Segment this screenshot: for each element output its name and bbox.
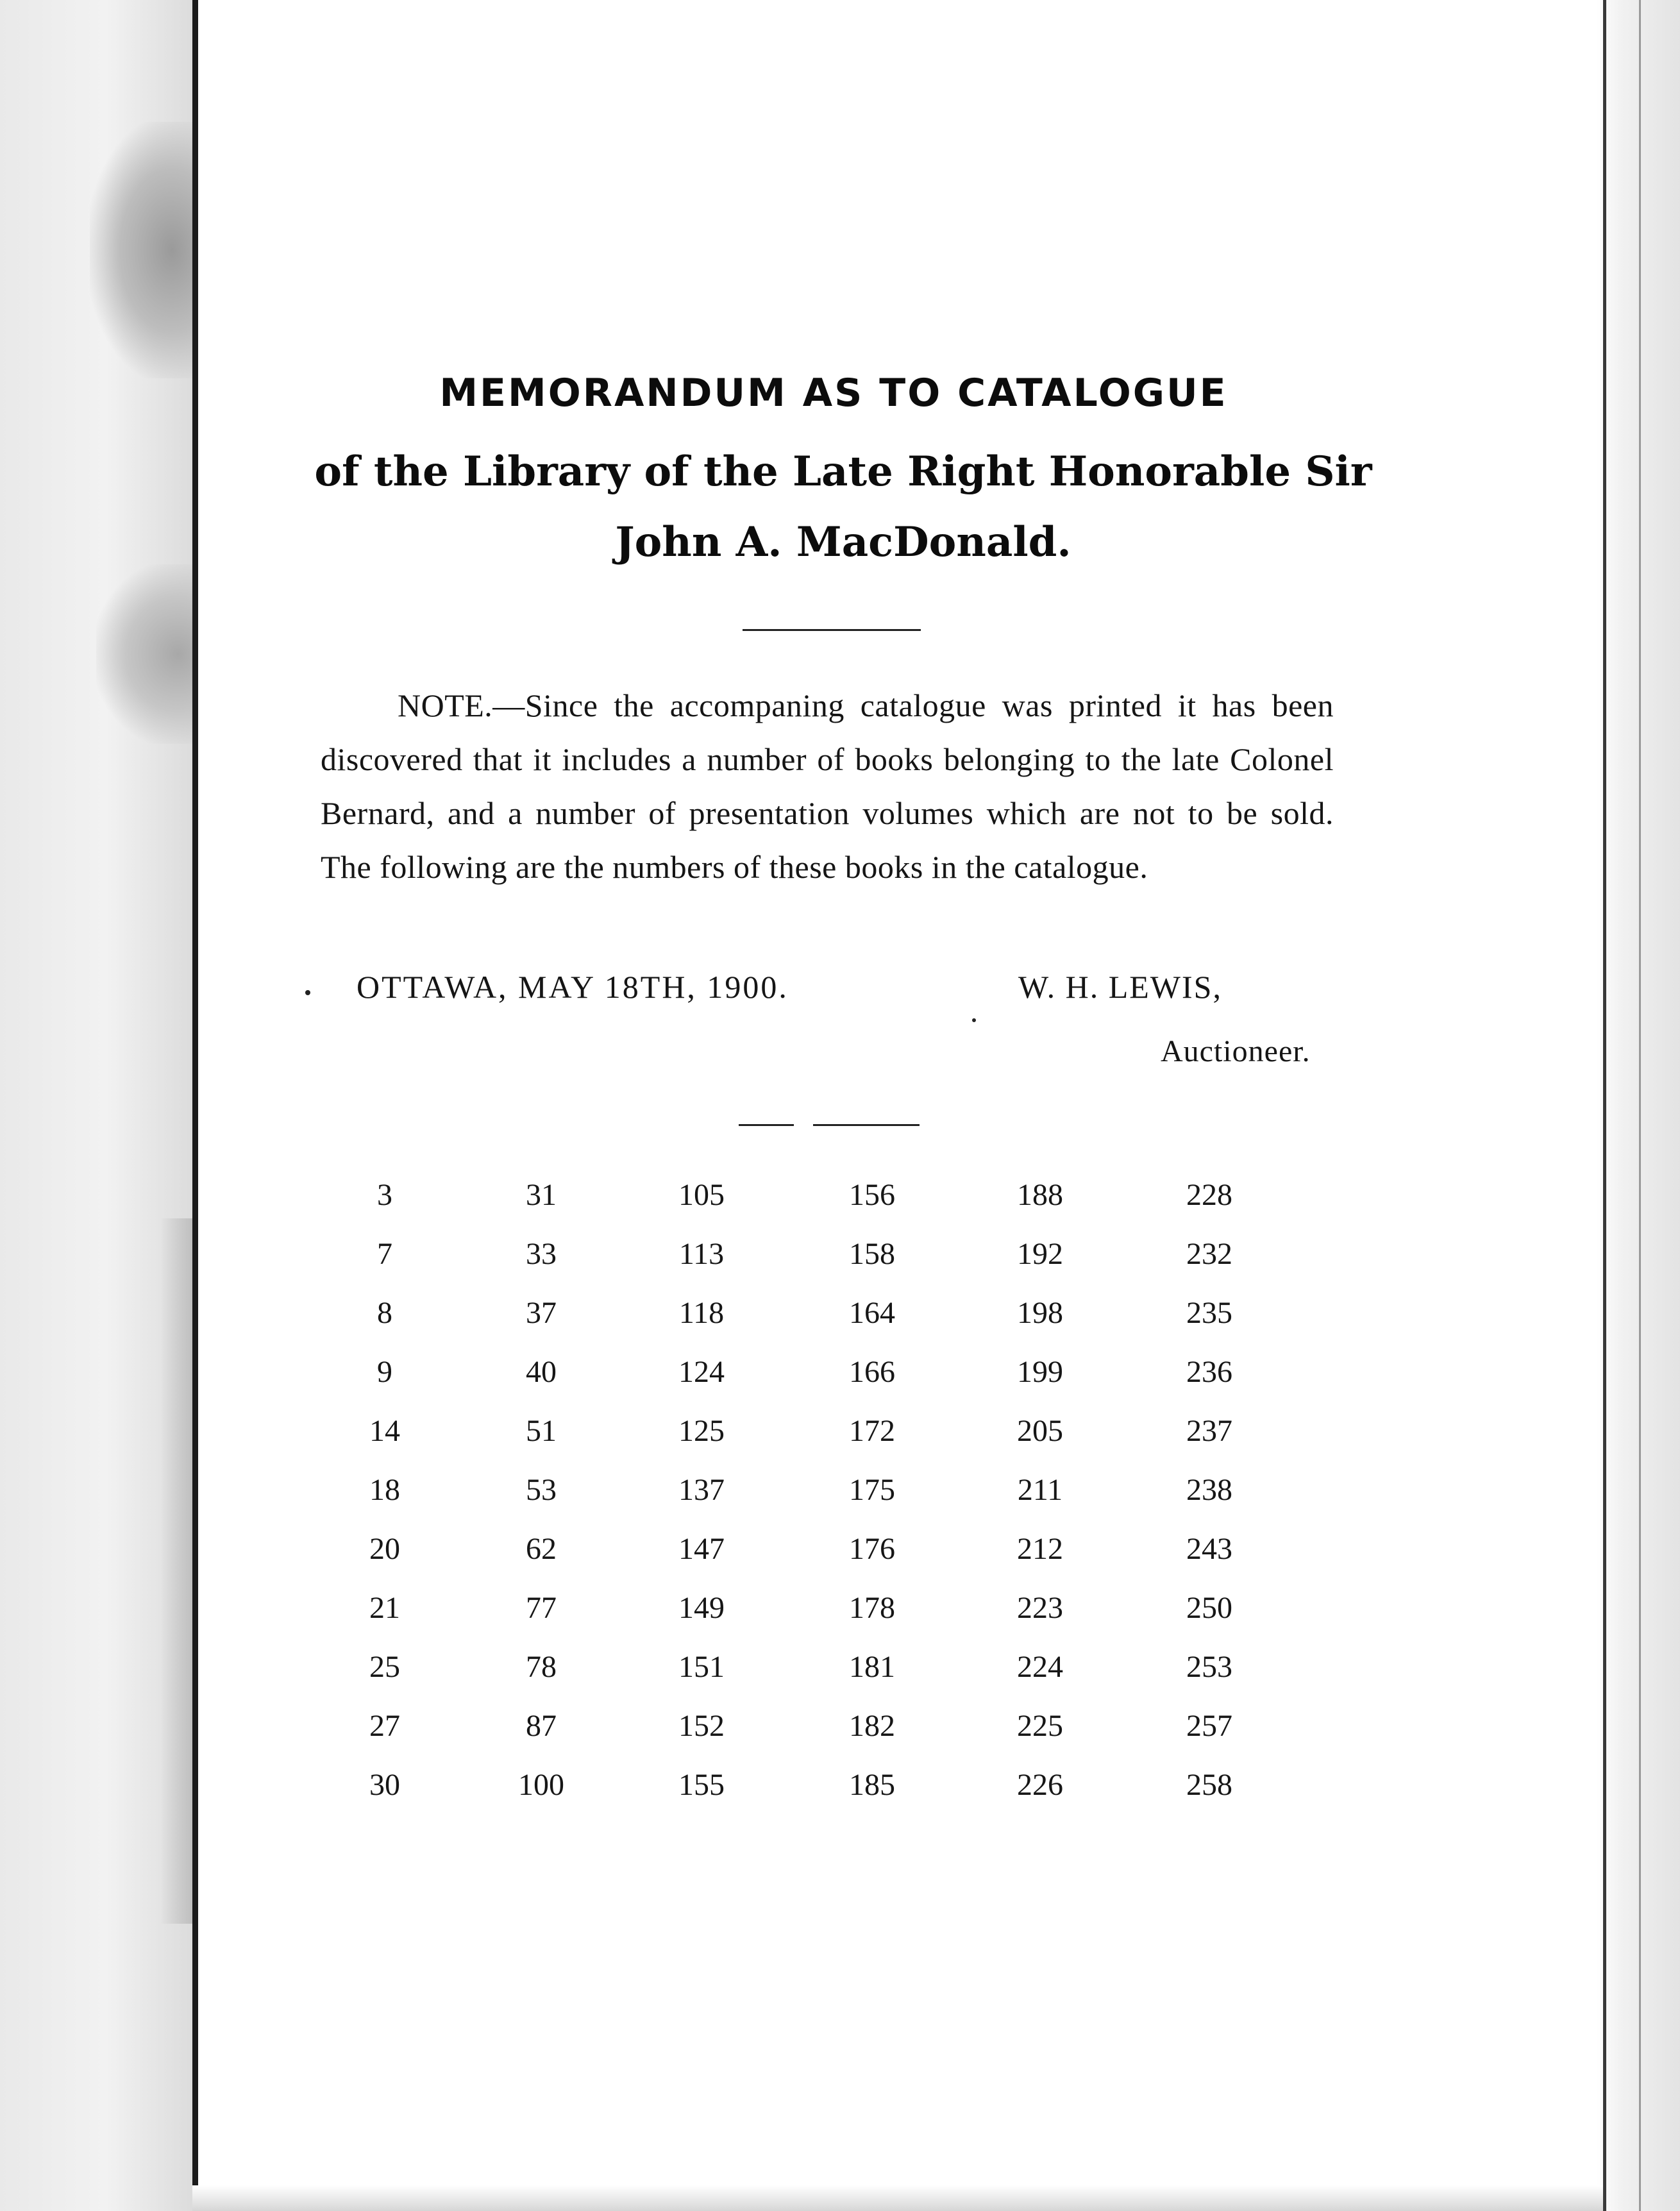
catalogue-number: 37 [526, 1296, 557, 1330]
right-page-edge-outer [1639, 0, 1641, 2211]
catalogue-number: 158 [849, 1237, 895, 1271]
catalogue-number: 14 [369, 1414, 400, 1448]
catalogue-number: 105 [678, 1178, 725, 1212]
catalogue-number: 243 [1186, 1532, 1232, 1566]
catalogue-number: 178 [849, 1591, 895, 1625]
catalogue-number: 20 [369, 1532, 400, 1566]
catalogue-number: 40 [526, 1355, 557, 1389]
memorandum-title: MEMORANDUM AS TO CATALOGUE [439, 371, 1228, 416]
catalogue-number: 175 [849, 1473, 895, 1507]
catalogue-number: 258 [1186, 1768, 1232, 1802]
place-and-date: OTTAWA, MAY 18TH, 1900. [357, 969, 789, 1005]
catalogue-number: 257 [1186, 1709, 1232, 1743]
catalogue-number: 166 [849, 1355, 895, 1389]
catalogue-number: 226 [1017, 1768, 1063, 1802]
catalogue-number: 236 [1186, 1355, 1232, 1389]
signatory-name: W. H. LEWIS, [1018, 969, 1222, 1005]
catalogue-number: 224 [1017, 1650, 1063, 1684]
catalogue-number: 237 [1186, 1414, 1232, 1448]
catalogue-number: 212 [1017, 1532, 1063, 1566]
right-page-edge [1603, 0, 1606, 2211]
memorandum-subtitle-line-2: John A. MacDonald. [615, 518, 1071, 566]
catalogue-number: 176 [849, 1532, 895, 1566]
catalogue-number: 223 [1017, 1591, 1063, 1625]
catalogue-number: 225 [1017, 1709, 1063, 1743]
catalogue-number: 30 [369, 1768, 400, 1802]
section-divider [813, 1124, 920, 1126]
catalogue-number: 211 [1017, 1473, 1063, 1507]
catalogue-number: 232 [1186, 1237, 1232, 1271]
memorandum-subtitle-line-1: of the Library of the Late Right Honorable Sir [314, 448, 1372, 496]
margin-stain [96, 564, 192, 744]
catalogue-number: 235 [1186, 1296, 1232, 1330]
signatory-title: Auctioneer. [1161, 1034, 1311, 1068]
catalogue-number: 156 [849, 1178, 895, 1212]
catalogue-number: 3 [377, 1178, 392, 1212]
catalogue-number: 181 [849, 1650, 895, 1684]
catalogue-number: 155 [678, 1768, 725, 1802]
catalogue-number: 21 [369, 1591, 400, 1625]
catalogue-number: 151 [678, 1650, 725, 1684]
catalogue-number: 9 [377, 1355, 392, 1389]
catalogue-number: 188 [1017, 1178, 1063, 1212]
catalogue-number: 33 [526, 1237, 557, 1271]
catalogue-number: 172 [849, 1414, 895, 1448]
catalogue-number: 253 [1186, 1650, 1232, 1684]
print-speck [305, 990, 310, 995]
catalogue-number: 53 [526, 1473, 557, 1507]
catalogue-number: 118 [678, 1296, 725, 1330]
catalogue-number: 113 [678, 1237, 725, 1271]
catalogue-number: 152 [678, 1709, 725, 1743]
catalogue-number: 51 [526, 1414, 557, 1448]
catalogue-number: 238 [1186, 1473, 1232, 1507]
catalogue-number: 100 [518, 1768, 564, 1802]
catalogue-number: 149 [678, 1591, 725, 1625]
note-paragraph: NOTE.—Since the accompaning catalogue was printed it has been discovered that it includes a number of books belonging to the late Colonel Bernard, and a number of presentation volumes which are not to be sold. The following are the numbers of these books in the catalogue. [321, 687, 1334, 885]
catalogue-number: 192 [1017, 1237, 1063, 1271]
catalogue-number: 250 [1186, 1591, 1232, 1625]
catalogue-number: 87 [526, 1709, 557, 1743]
catalogue-number: 8 [377, 1296, 392, 1330]
print-speck [972, 1018, 976, 1022]
margin-stain [90, 122, 192, 378]
margin-shadow [160, 1218, 196, 1924]
catalogue-number: 25 [369, 1650, 400, 1684]
catalogue-number: 164 [849, 1296, 895, 1330]
catalogue-number: 78 [526, 1650, 557, 1684]
bottom-page-edge [192, 2185, 1603, 2211]
catalogue-number: 31 [526, 1178, 557, 1212]
catalogue-number: 7 [377, 1237, 392, 1271]
catalogue-number: 185 [849, 1768, 895, 1802]
catalogue-number: 147 [678, 1532, 725, 1566]
catalogue-number: 228 [1186, 1178, 1232, 1212]
catalogue-number: 124 [678, 1355, 725, 1389]
catalogue-number: 182 [849, 1709, 895, 1743]
section-divider [739, 1124, 794, 1126]
catalogue-number: 199 [1017, 1355, 1063, 1389]
catalogue-number: 137 [678, 1473, 725, 1507]
catalogue-number: 27 [369, 1709, 400, 1743]
catalogue-number: 18 [369, 1473, 400, 1507]
binding-edge [192, 0, 198, 2211]
catalogue-number: 77 [526, 1591, 557, 1625]
catalogue-number: 205 [1017, 1414, 1063, 1448]
catalogue-number: 198 [1017, 1296, 1063, 1330]
title-divider [743, 629, 921, 631]
catalogue-number: 125 [678, 1414, 725, 1448]
right-page-shadow [1597, 0, 1680, 2211]
catalogue-number: 62 [526, 1532, 557, 1566]
